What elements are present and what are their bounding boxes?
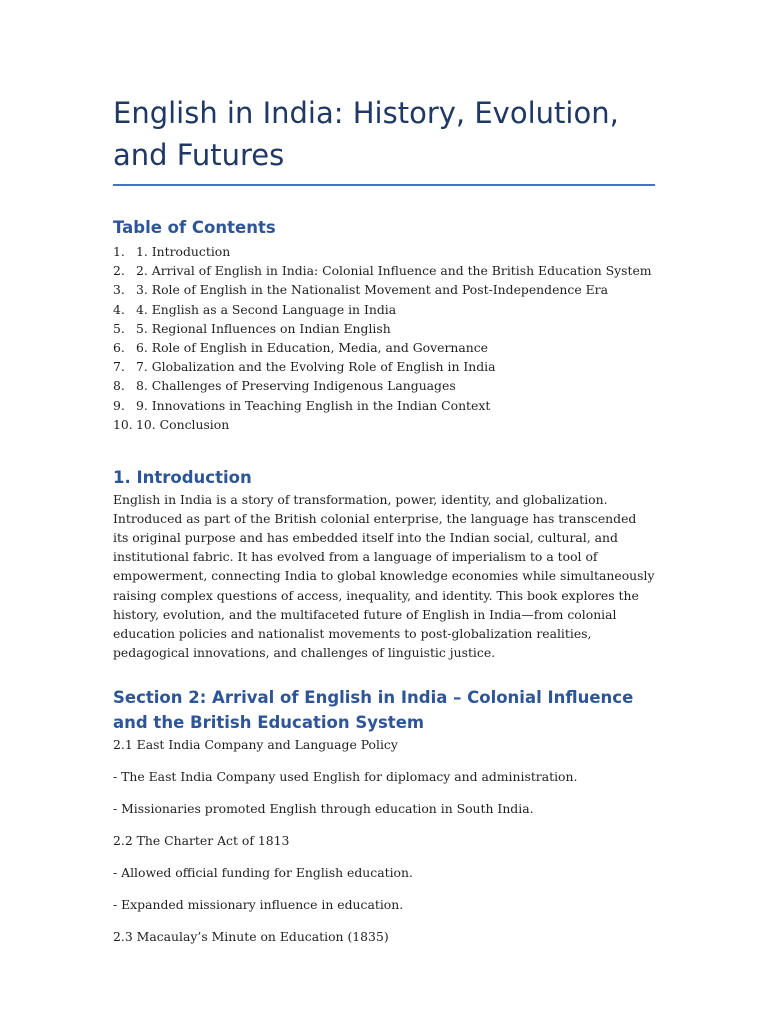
toc-item-number: 5.: [113, 320, 125, 336]
bullet-paragraph: - Missionaries promoted English through education in South India.: [113, 801, 534, 817]
toc-item: [113, 415, 655, 434]
toc-item: [113, 242, 655, 261]
toc-item-label: 6. Role of English in Education, Media, and Governance: [136, 340, 489, 356]
document-title: English in India: History, Evolution, and Futures: [113, 92, 655, 186]
toc-item-label: 5. Regional Influences on Indian English: [136, 320, 391, 336]
toc-item-number: 3.: [113, 282, 125, 298]
section-2-heading: Section 2: Arrival of English in India – Colonial Influence and the British Education System: [113, 687, 634, 732]
toc-heading: Table of Contents: [113, 218, 276, 237]
introduction-body: English in India is a story of transformation, power, identity, and globalization. Introduced as part of the British colonial enterprise, the language has transcended its original purpose and has embedded itself into the Indian social, cultural, and institutional fabric. It has evolved from a language of imperialism to a tool of empowerment, connecting India to global knowledge economies while simultaneously raising complex questions of access, inequality, and identity. This book explores the history, evolution, and the multifaceted future of English in India—from colonial education policies and nationalist movements to post-globalization realities, pedagogical innovations, and challenges of linguistic justice.: [113, 492, 655, 660]
toc-item-number: 9.: [113, 397, 125, 413]
bullet-paragraph: - Expanded missionary influence in education.: [113, 897, 404, 913]
document-page: [113, 92, 655, 960]
toc-item-number: 7.: [113, 359, 125, 375]
toc-item: [113, 300, 655, 319]
toc-item-label: 2. Arrival of English in India: Colonial Influence and the British Education System: [136, 263, 652, 279]
subsection-heading: 2.3 Macaulay’s Minute on Education (1835): [113, 929, 389, 945]
toc-item-label: 1. Introduction: [136, 244, 231, 259]
toc-item-number: 2.: [113, 263, 125, 279]
toc-item-number: 1.: [113, 244, 125, 259]
toc-item-label: 3. Role of English in the Nationalist Movement and Post-Independence Era: [136, 282, 608, 298]
table-of-contents: [113, 216, 655, 434]
toc-item: [113, 376, 655, 395]
toc-item: [113, 261, 655, 280]
toc-item-label: 8. Challenges of Preserving Indigenous Languages: [136, 378, 456, 394]
toc-item-number: 4.: [113, 301, 125, 317]
toc-item-number: 6.: [113, 340, 125, 356]
introduction-heading: 1. Introduction: [113, 468, 252, 488]
toc-item-label: 4. English as a Second Language in India: [136, 301, 397, 317]
toc-item: [113, 357, 655, 376]
toc-item-number: 10.: [113, 416, 133, 432]
section-2: [113, 685, 655, 947]
introduction-section: [113, 465, 655, 662]
toc-item-label: 9. Innovations in Teaching English in the Indian Context: [136, 397, 491, 413]
toc-item: [113, 280, 655, 299]
toc-item: [113, 396, 655, 415]
toc-item-label: 7. Globalization and the Evolving Role of English in India: [136, 359, 496, 375]
subsection-heading: 2.1 East India Company and Language Policy: [113, 736, 398, 752]
toc-item-label: 10. Conclusion: [136, 416, 230, 432]
toc-item-number: 8.: [113, 378, 125, 394]
toc-list: [113, 242, 655, 434]
toc-item: [113, 338, 655, 357]
bullet-paragraph: - Allowed official funding for English education.: [113, 865, 413, 881]
toc-item: [113, 319, 655, 338]
subsection-heading: 2.2 The Charter Act of 1813: [113, 833, 290, 849]
bullet-paragraph: - The East India Company used English for diplomacy and administration.: [113, 768, 578, 784]
